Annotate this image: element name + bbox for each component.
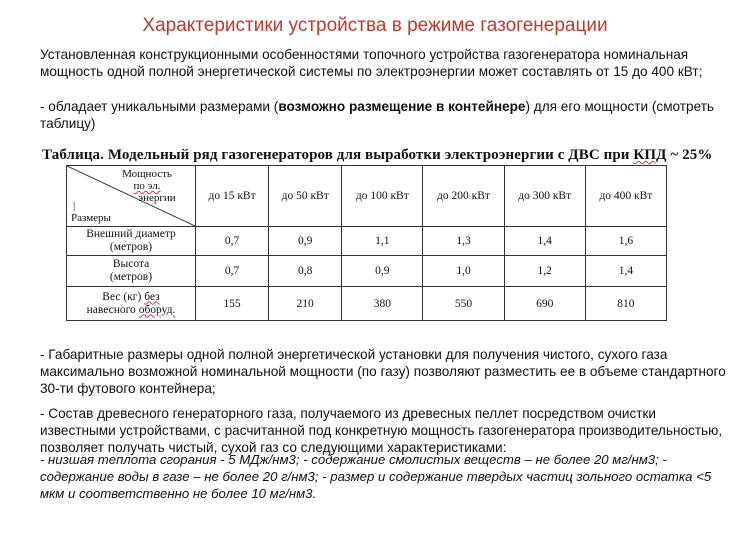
table-caption-kpd: КПД — [633, 147, 667, 163]
column-header: до 100 кВт — [342, 166, 423, 227]
table-cell: 1,1 — [342, 227, 423, 256]
text-cursor: | — [73, 200, 76, 212]
table-caption-main: Таблица. Модельный ряд газогенераторов для выработки электроэнергии с ДВС при — [42, 147, 634, 163]
column-header: до 50 кВт — [269, 166, 342, 227]
table-row — [67, 256, 667, 287]
table-cell: 155 — [196, 287, 269, 321]
table-cell: 0,7 — [196, 227, 269, 256]
weight-label-a: Вес (кг) — [102, 290, 145, 303]
weight-label-c: навесного — [86, 303, 139, 316]
table-cell: 0,8 — [269, 256, 342, 287]
row-label-line2: (метров) — [109, 241, 153, 253]
row-label-weight — [67, 287, 196, 321]
table-cell: 1,4 — [504, 227, 585, 256]
table-cell: 1,0 — [423, 256, 504, 287]
column-header: до 400 кВт — [585, 166, 666, 227]
table-corner-cell — [67, 166, 196, 227]
table-cell: 810 — [585, 287, 666, 321]
row-label-line2: (метров) — [109, 271, 153, 283]
corner-power-line2: по эл. — [133, 180, 161, 192]
table-cell: 1,4 — [585, 256, 666, 287]
table-cell: 0,9 — [269, 227, 342, 256]
size-paragraph — [40, 98, 730, 132]
table-cell: 1,6 — [585, 227, 666, 256]
intro-paragraph: Установленная конструкционными особенностями топочного устройства газогенератора номинальная мощность одной полной энергетической системы по электроэнергии может составлять от 15 до 400 кВт; — [40, 47, 703, 79]
corner-size-text: Размеры — [71, 212, 111, 224]
table-row — [67, 287, 667, 321]
table-cell: 690 — [504, 287, 585, 321]
table-caption — [42, 147, 742, 164]
table-row — [67, 227, 667, 256]
corner-power-line1: Мощность — [122, 168, 172, 180]
table-cell: 380 — [342, 287, 423, 321]
gas-composition-paragraph: - Состав древесного генераторного газа, получаемого из древесных пеллет посредством очистки известными устройствами, с расчитанной под конкретную мощность газогенератора производительностью, позволяет получать чистый, сухой газ со следующими характеристиками: — [40, 406, 723, 455]
column-header: до 300 кВт — [504, 166, 585, 227]
dimensions-paragraph: - Габаритные размеры одной полной энергетической установки для получения чистого, сухого газа максимально возможной номинальной мощности (по газу) позволяют разместить ее в объеме стандартного 30-ти футового контейнера; — [40, 347, 726, 396]
column-header: до 200 кВт — [423, 166, 504, 227]
row-label-line1: Внешний диаметр — [86, 228, 176, 240]
table-cell: 0,9 — [342, 256, 423, 287]
table-cell: 0,7 — [196, 256, 269, 287]
table-cell: 550 — [423, 287, 504, 321]
row-label-line1 — [69, 291, 193, 304]
corner-power-label — [107, 168, 187, 204]
slide-title: Характеристики устройства в режиме газогенерации — [142, 15, 608, 36]
table-caption-end: ~ 25% — [666, 147, 713, 163]
corner-power-line3: энергии — [138, 192, 176, 204]
gas-characteristics-list: - низшая теплота сгорания - 5 МДж/нм3; - содержание смолистых веществ – не более 20 мг/нм3; - содержание воды в газе – не более 20 г/нм3; - размер и содержание твердых частиц зольного остатка <5 мкм и соответственно не более 10 мг/нм3. — [40, 452, 712, 501]
weight-label-d: оборуд. — [138, 303, 176, 316]
corner-size-label — [71, 200, 111, 224]
row-label-line2 — [69, 304, 193, 317]
table-cell: 1,3 — [423, 227, 504, 256]
generator-table — [66, 165, 667, 321]
table-header-row — [67, 166, 667, 227]
row-label-line1: Высота — [112, 258, 150, 270]
table-cell: 1,2 — [504, 256, 585, 287]
row-label-diameter — [67, 227, 196, 256]
size-paragraph-prefix: - обладает уникальными размерами ( — [40, 99, 279, 114]
size-paragraph-suffix: ) для его мощности (смотреть таблицу) — [40, 99, 715, 131]
container-note: возможно размещение в контейнере — [278, 99, 526, 114]
weight-label-b: без — [144, 290, 160, 303]
column-header: до 15 кВт — [196, 166, 269, 227]
row-label-height — [67, 256, 196, 287]
table-cell: 210 — [269, 287, 342, 321]
